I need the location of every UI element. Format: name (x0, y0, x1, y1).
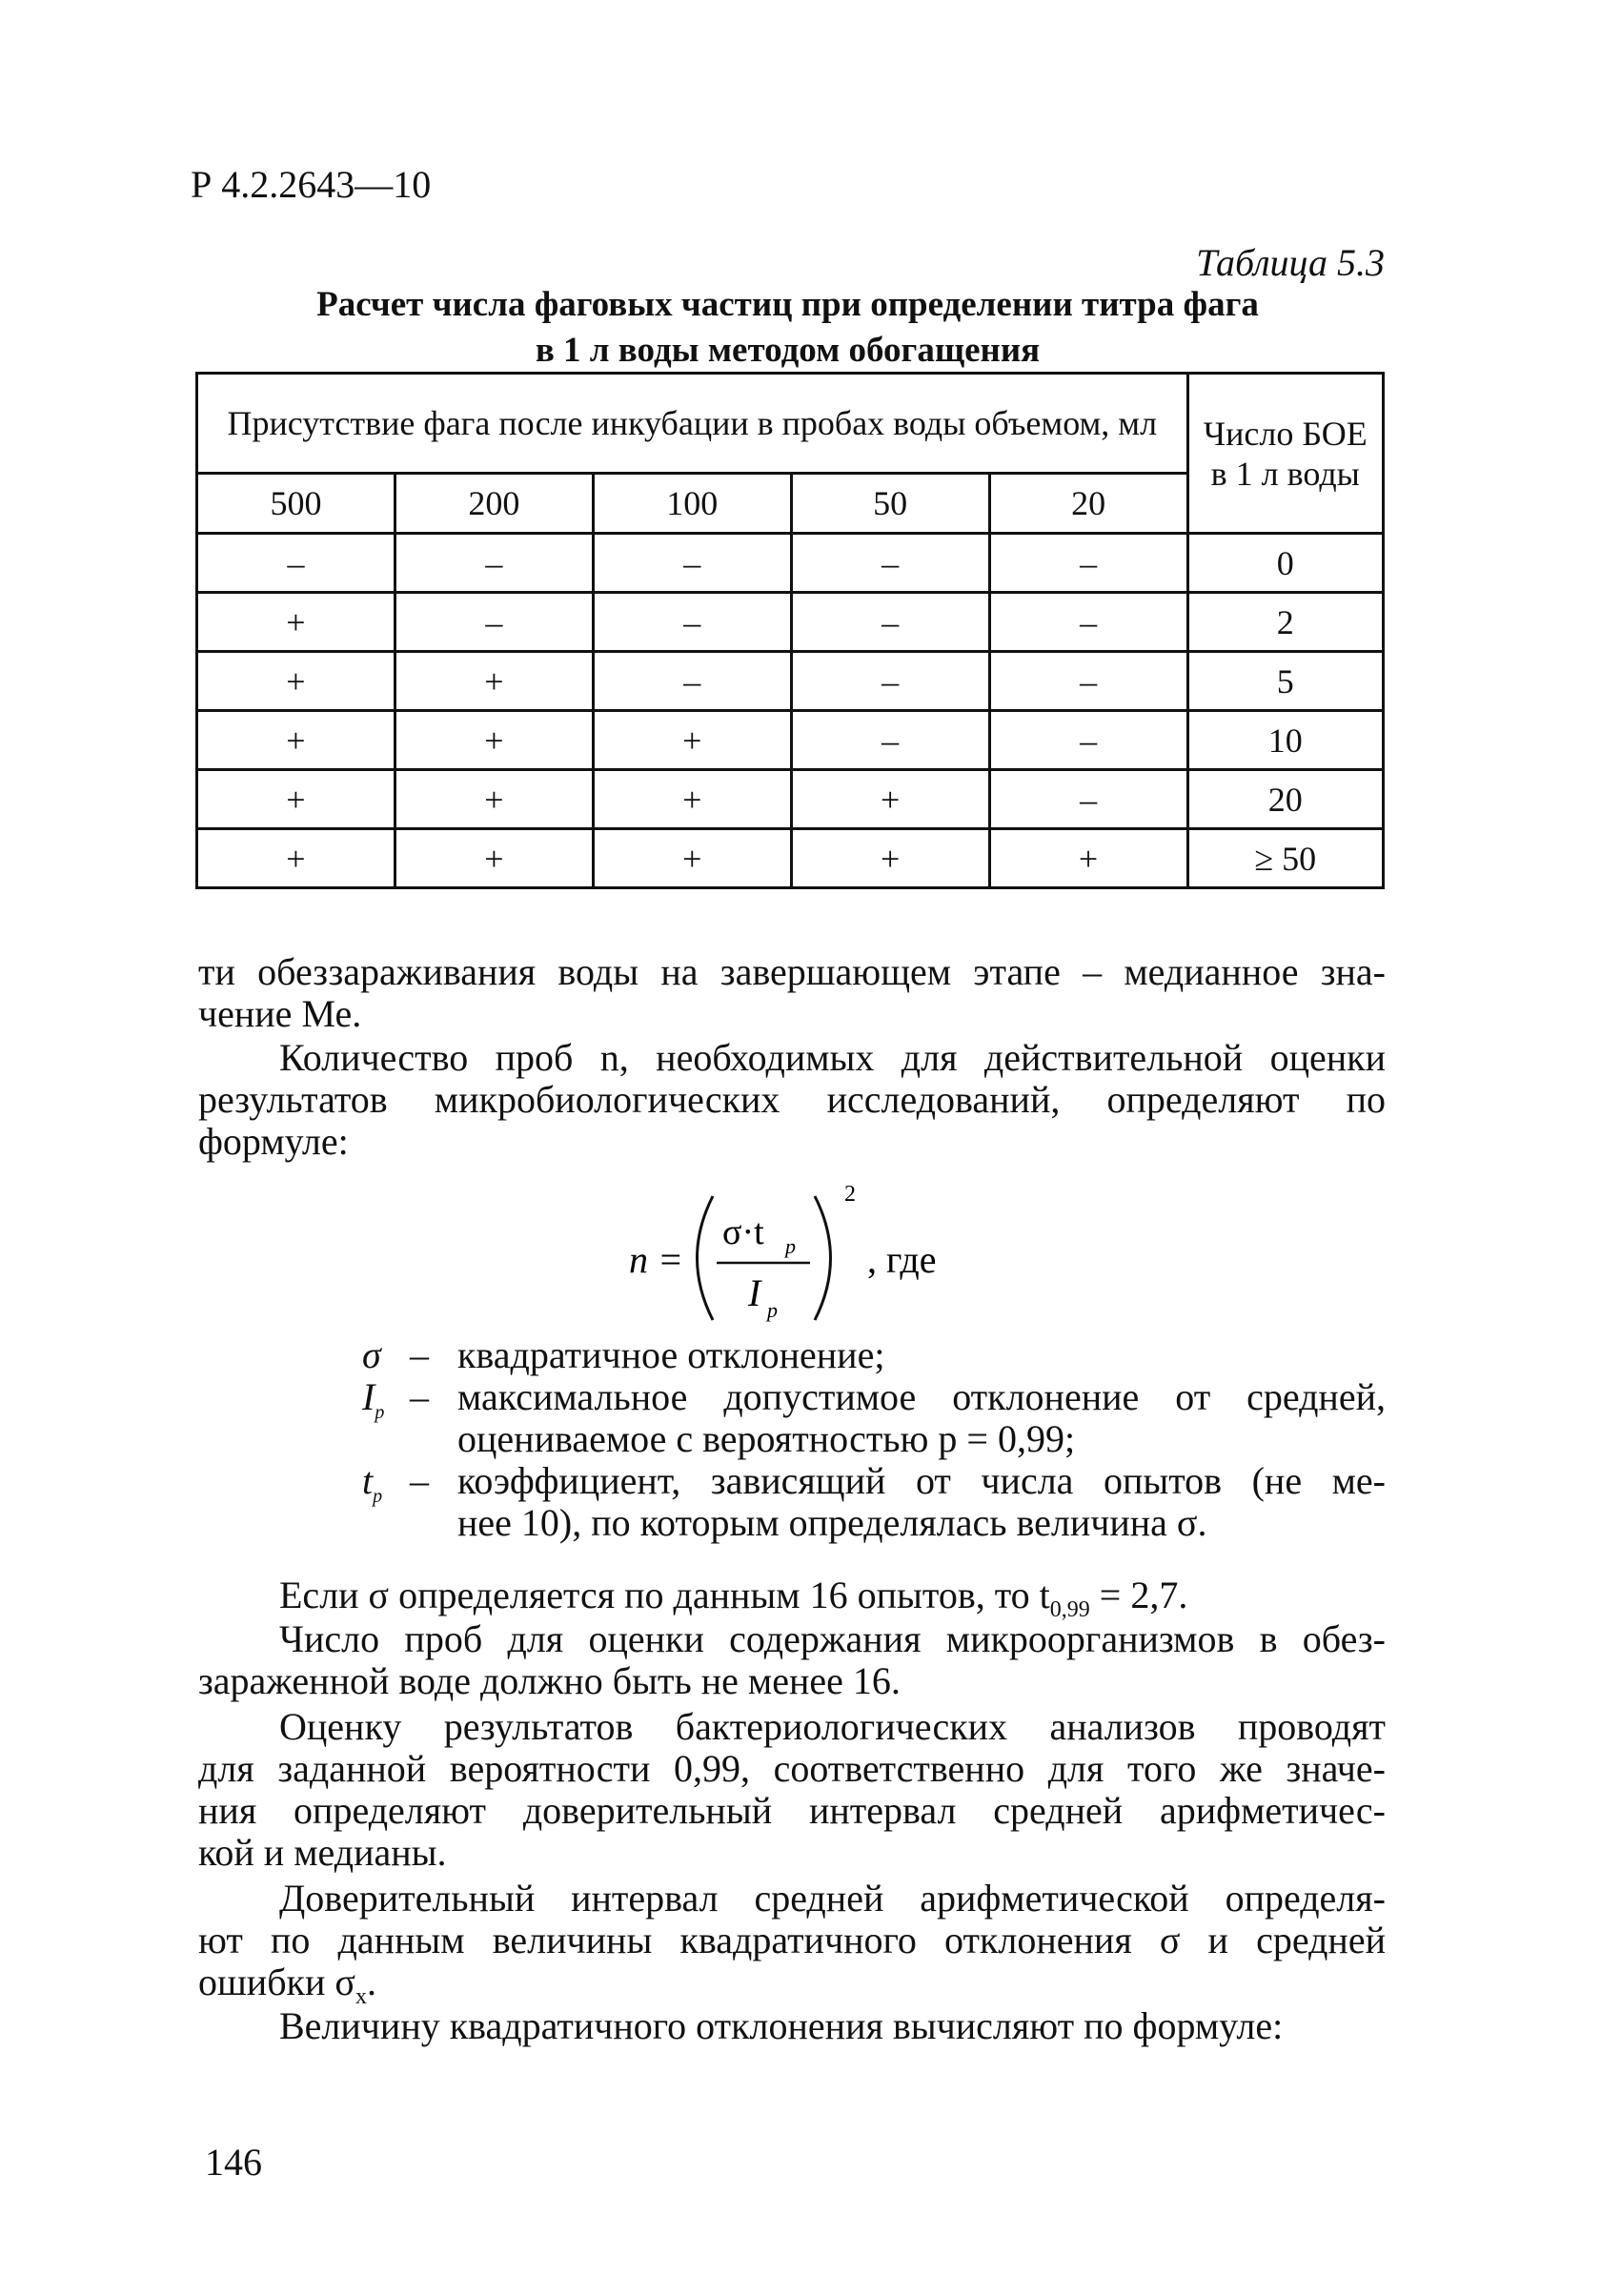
definition-text: нее 10), по которым определялась величина σ. (457, 1501, 1207, 1544)
left-paren (698, 1196, 714, 1320)
definition-text: квадратичное отклонение; (457, 1333, 885, 1376)
table-cell: – (791, 534, 989, 593)
text-line: кой и медианы. (198, 1831, 447, 1874)
paragraph-1 (198, 951, 1386, 1035)
text-line: чение Ме. (198, 992, 362, 1035)
text-line: для заданной вероятности 0,99, соответственно для того же значе- (198, 1747, 1386, 1790)
table-cell: – (395, 593, 593, 652)
definition-text: максимальное допустимое отклонение от средней, (457, 1375, 1386, 1418)
table-row (197, 652, 1384, 711)
formula-numerator: σ·t (722, 1212, 764, 1252)
table-cell: – (989, 593, 1187, 652)
table-result-cell: 2 (1187, 593, 1383, 652)
text-line: ти обеззараживания воды на завершающем этапе – медианное зна- (198, 950, 1386, 993)
text-line: Число проб для оценки содержания микроорганизмов в обез- (279, 1617, 1386, 1660)
volume-header: 500 (197, 474, 395, 534)
text-line: формуле: (198, 1120, 349, 1163)
definition-symbol-sub: p (373, 1486, 383, 1507)
volume-header: 100 (593, 474, 791, 534)
paragraph-6 (198, 1878, 1386, 2018)
right-paren (815, 1196, 831, 1320)
table-cell: – (593, 534, 791, 593)
text-line: результатов микробиологических исследований, определяют по (198, 1078, 1386, 1121)
page-number: 146 (205, 2141, 262, 2184)
table-label: Таблица 5.3 (1196, 241, 1385, 284)
table-group-header: Присутствие фага после инкубации в пробах воды объемом, мл (197, 374, 1188, 474)
table-row (197, 711, 1384, 770)
formula-numerator-sub: p (785, 1234, 796, 1258)
table-cell: – (791, 593, 989, 652)
text-subscript: x (355, 1984, 367, 2009)
table-cell: – (593, 593, 791, 652)
definition-symbol: t (362, 1459, 374, 1502)
table-cell: + (395, 711, 593, 770)
table-cell: – (791, 652, 989, 711)
table-result-cell: 0 (1187, 534, 1383, 593)
phage-count-table (195, 372, 1385, 889)
definition-symbol-sub: p (375, 1402, 385, 1423)
table-cell: – (989, 711, 1187, 770)
table-cell: + (197, 770, 395, 829)
table-cell: – (197, 534, 395, 593)
text-line: Количество проб n, необходимых для действительной оценки (279, 1036, 1386, 1079)
table-row (197, 534, 1384, 593)
formula-denominator: I (748, 1271, 761, 1314)
table-result-header: Число БОЕ в 1 л воды (1187, 374, 1383, 534)
definition-dash: – (410, 1333, 429, 1376)
table-result-cell: 10 (1187, 711, 1383, 770)
formula-denominator-sub: p (767, 1298, 778, 1322)
formula-lhs: n = (629, 1238, 683, 1281)
text-line: ют по данным величины квадратичного отклонения σ и средней (198, 1919, 1386, 1961)
text-line: зараженной воде должно быть не менее 16. (198, 1659, 901, 1702)
table-row (197, 770, 1384, 829)
table-row (197, 593, 1384, 652)
volume-header: 50 (791, 474, 989, 534)
table-cell: – (989, 534, 1187, 593)
table-cell: + (395, 652, 593, 711)
volume-header: 20 (989, 474, 1187, 534)
table-cell: – (791, 711, 989, 770)
paragraph-5 (198, 1706, 1386, 1874)
table-cell: + (791, 829, 989, 888)
table-result-cell: 5 (1187, 652, 1383, 711)
text-fragment: Если σ определяется по данным 16 опытов, то t (279, 1574, 1050, 1616)
definition-text: коэффициент, зависящий от числа опытов (не ме- (457, 1459, 1386, 1502)
text-fragment: ошибки σ (198, 1961, 355, 2003)
definition-dash: – (410, 1459, 429, 1502)
table-cell: + (593, 829, 791, 888)
volume-header: 200 (395, 474, 593, 534)
paragraph-7 (198, 2005, 1386, 2047)
text-fragment: . (366, 1961, 376, 2003)
sample-count-formula (610, 1172, 1048, 1344)
definition-symbol: σ (362, 1333, 381, 1376)
table-title-line-2: в 1 л воды методом обогащения (535, 331, 1041, 370)
table-result-cell: 20 (1187, 770, 1383, 829)
table-cell: + (197, 593, 395, 652)
table-cell: + (395, 770, 593, 829)
table-cell: + (197, 829, 395, 888)
text-line: Величину квадратичного отклонения вычисляют по формуле: (279, 2004, 1284, 2047)
paragraph-2 (198, 1037, 1386, 1163)
definition-symbol: I (362, 1375, 375, 1418)
table-cell: + (197, 711, 395, 770)
table-row (197, 829, 1384, 888)
paragraph-4 (198, 1618, 1386, 1702)
text-line: Оценку результатов бактериологических анализов проводят (279, 1705, 1386, 1748)
document-code: Р 4.2.2643—10 (191, 163, 432, 206)
text-subscript: 0,99 (1049, 1597, 1090, 1622)
table-cell: + (989, 829, 1187, 888)
table-cell: + (791, 770, 989, 829)
definitions-list (362, 1334, 1386, 1544)
text-fragment: = 2,7. (1089, 1574, 1188, 1616)
table-cell: – (395, 534, 593, 593)
formula-suffix: , где (867, 1238, 937, 1281)
definition-dash: – (410, 1375, 429, 1418)
definition-text: оцениваемое с вероятностью р = 0,99; (457, 1417, 1076, 1460)
formula-exponent: 2 (844, 1182, 856, 1207)
table-title (191, 282, 1385, 374)
definition-ip (362, 1376, 1386, 1460)
table-cell: + (395, 829, 593, 888)
table-result-cell: ≥ 50 (1187, 829, 1383, 888)
text-line: Доверительный интервал средней арифметической определя- (279, 1877, 1386, 1920)
table-cell: – (593, 652, 791, 711)
definition-sigma (362, 1334, 1386, 1376)
table-cell: + (593, 770, 791, 829)
table-cell: + (197, 652, 395, 711)
table-cell: + (593, 711, 791, 770)
definition-tp (362, 1460, 1386, 1544)
table-title-line-1: Расчет числа фаговых частиц при определении титра фага (316, 285, 1259, 324)
text-line: ния определяют доверительный интервал средней арифметичес- (198, 1789, 1386, 1832)
table-cell: – (989, 770, 1187, 829)
table-cell: – (989, 652, 1187, 711)
